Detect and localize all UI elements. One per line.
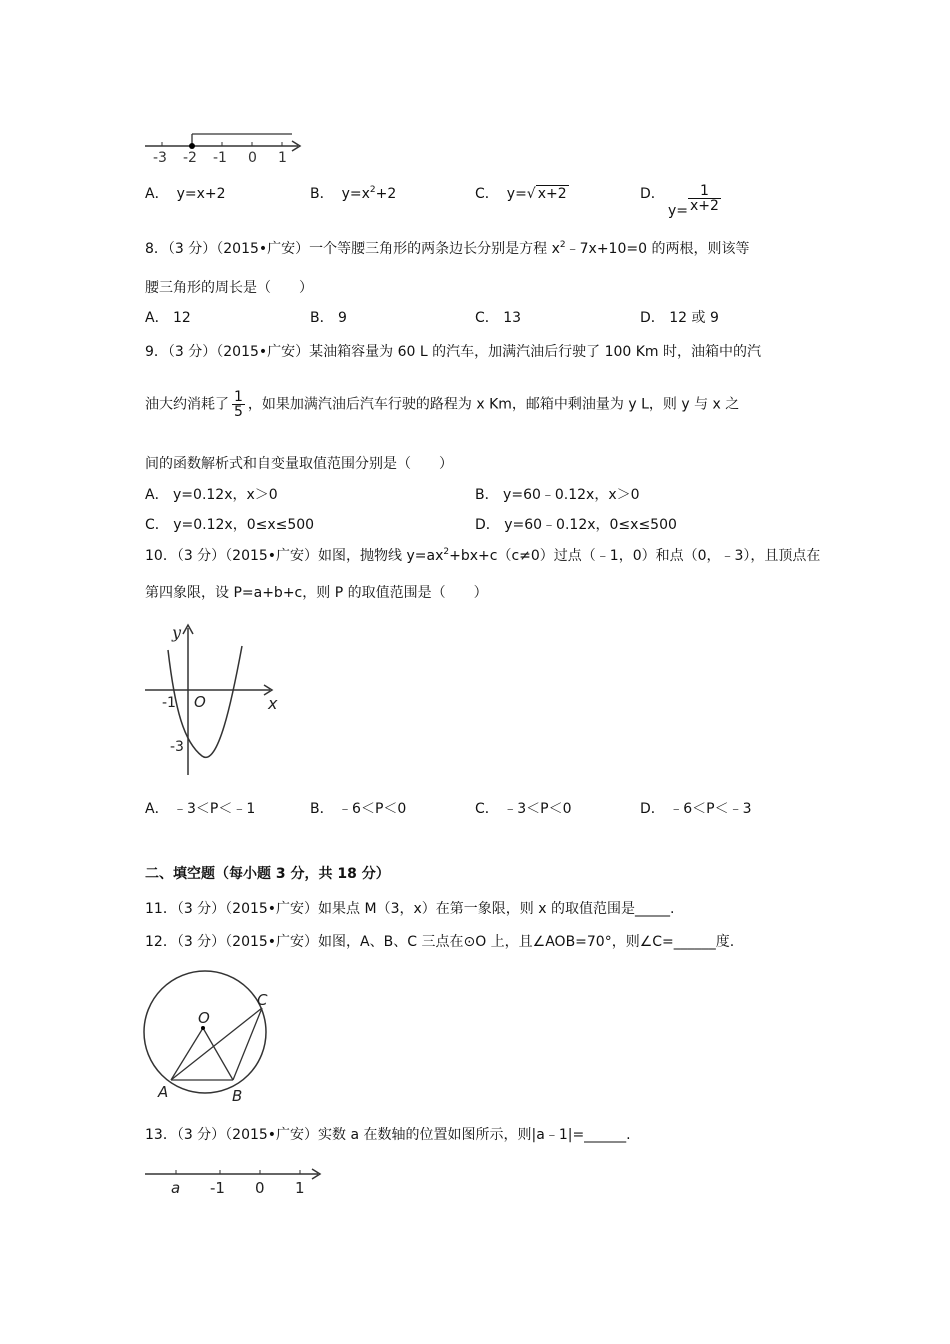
fraction: $\frac{1}{x+2}$ (690, 183, 719, 214)
q9-line-2: 油大约消耗了 $\frac{1}{5}$ ，如果加满汽油后汽车行驶的路程为 x Km，邮箱中剩油量为 y L，则 y 与 x 之 (145, 389, 740, 420)
tick-label: -2 (183, 150, 197, 166)
sqrt-sign-icon: √ (526, 186, 536, 202)
q8-option-b: B． 9 (310, 310, 347, 326)
q9-option-a: A． y=0.12x，x＞0 (145, 487, 278, 503)
origin-label: O (194, 693, 206, 711)
q9-option-b: B． y=60﹣0.12x，x＞0 (475, 487, 640, 503)
tick-label: 0 (255, 1179, 265, 1197)
q9-line-3: 间的函数解析式和自变量取值范围分别是（ ） (145, 456, 453, 472)
x-axis-label: x (268, 694, 278, 713)
number-line-figure-2 (140, 1162, 330, 1202)
solid-dot (189, 143, 195, 149)
neg1-label: -1 (162, 695, 176, 711)
q9-option-c: C． y=0.12x，0≤x≤500 (145, 517, 315, 533)
label-o: O (198, 1009, 210, 1027)
q7-option-d-expr: y= $\frac{1}{x+2}$ (668, 183, 719, 219)
section-2-heading: 二、填空题（每小题 3 分，共 18 分） (145, 866, 390, 882)
parabola-graph (140, 620, 290, 780)
label-a: A (158, 1083, 169, 1101)
q10-option-d: D． ﹣6＜P＜﹣3 (640, 801, 752, 817)
fraction: $\frac{1}{5}$ (234, 389, 243, 420)
q10-option-b: B． ﹣6＜P＜0 (310, 801, 407, 817)
q9-line-1: 9．（3 分）（2015•广安）某油箱容量为 60 L 的汽车，加满汽油后行驶了 100 Km 时，油箱中的汽 (145, 344, 762, 360)
sqrt-radicand: x+2 (537, 186, 567, 202)
q8-line-1: 8．（3 分）（2015•广安）一个等腰三角形的两条边长分别是方程 $x^2﹣7x+10=0$ 的两根，则该等 (145, 240, 750, 257)
q8-option-d: D． 12 或 9 (640, 310, 719, 326)
q7-option-a: A． y=x+2 (145, 186, 226, 202)
q7-option-d: D． (640, 186, 665, 202)
tick-label: -1 (210, 1179, 225, 1197)
label-b: B (232, 1087, 243, 1105)
neg3-label: -3 (170, 739, 184, 755)
y-axis-label: y (172, 623, 182, 642)
q10-option-c: C． ﹣3＜P＜0 (475, 801, 572, 817)
q10-line-2: 第四象限，设 P=a+b+c，则 P 的取值范围是（ ） (145, 585, 488, 601)
q10-line-1: 10．（3 分）（2015•广安）如图，抛物线 $y=ax^2+bx+c(c\ne 0)$过点（﹣1，0）和点（0，﹣3），且顶点在 (145, 547, 821, 564)
tick-label: -3 (153, 150, 167, 166)
label-c: C (257, 991, 268, 1009)
q8-option-c: C． 13 (475, 310, 522, 326)
q10-option-a: A． ﹣3＜P＜﹣1 (145, 801, 256, 817)
tick-label: -1 (213, 150, 227, 166)
q11-text: 11．（3 分）（2015•广安）如果点 M（3，x）在第一象限，则 x 的取值范围是_____. (145, 901, 675, 917)
q7-option-b: B． $y=x^2+2$ (310, 185, 397, 202)
tick-label: 1 (295, 1179, 305, 1197)
q8-line-2: 腰三角形的周长是（ ） (145, 280, 313, 296)
q9-option-d: D． y=60﹣0.12x，0≤x≤500 (475, 517, 677, 533)
circle-figure (140, 970, 280, 1110)
number-line-figure-1 (140, 128, 310, 168)
label-a: a (171, 1179, 181, 1197)
tick-label: 0 (248, 150, 257, 166)
q12-text: 12．（3 分）（2015•广安）如图，A、B、C 三点在⊙O 上，且∠AOB=70°，则∠C=______度. (145, 934, 735, 950)
q7-option-c: C． y=√ x+2 (475, 186, 567, 202)
tick-label: 1 (278, 150, 287, 166)
q13-text: 13．（3 分）（2015•广安）实数 a 在数轴的位置如图所示，则|a﹣1|=______. (145, 1127, 631, 1143)
q8-option-a: A． 12 (145, 310, 191, 326)
